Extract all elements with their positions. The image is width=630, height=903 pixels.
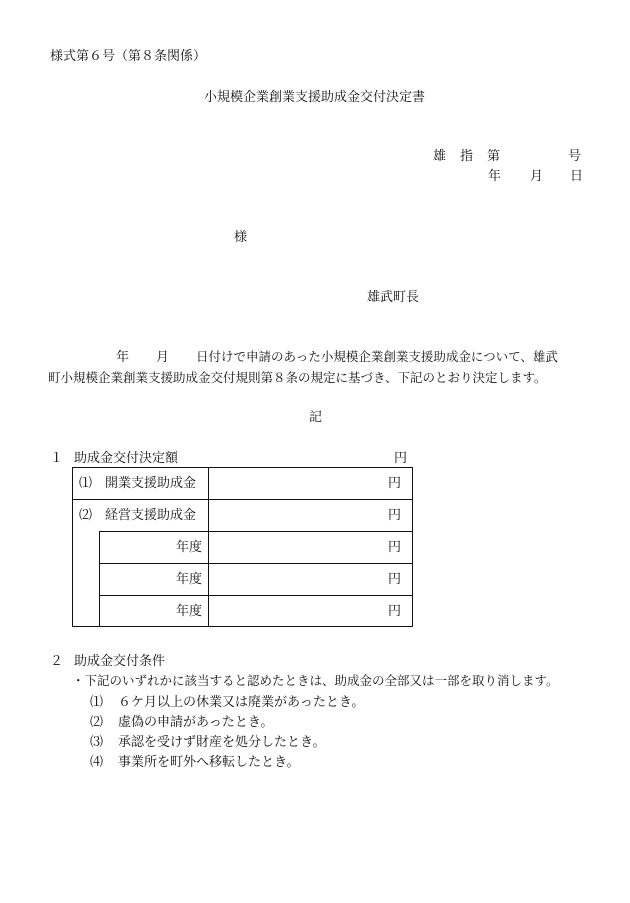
issuer-name: 雄武町長 (367, 290, 420, 305)
table-row-1-label: ⑴ 開業支援助成金 (79, 476, 197, 491)
condition-item-1-number: ⑴ (90, 695, 104, 710)
table-subrow-2-unit: 円 (388, 572, 402, 587)
grant-amount-table (72, 467, 413, 627)
table-rule (99, 563, 412, 564)
doc-number-prefix-1: 雄 (433, 149, 447, 164)
condition-item-4-number: ⑷ (90, 755, 104, 770)
table-row-1-unit: 円 (388, 476, 402, 491)
table-rule (99, 595, 412, 596)
section2-number: ２ (50, 654, 64, 669)
section1-unit: 円 (394, 451, 408, 466)
date-month: 月 (530, 169, 544, 184)
section2-intro: ・下記のいずれかに該当すると認めたときは、助成金の全部又は一部を取り消します。 (72, 673, 559, 688)
body-year: 年 (116, 350, 130, 365)
table-subrow-3-unit: 円 (388, 604, 402, 619)
table-subrow-1-unit: 円 (388, 540, 402, 555)
body-line-1: 日付けで申請のあった小規模企業創業支援助成金について、雄武 (196, 349, 558, 364)
addressee-suffix: 様 (234, 230, 248, 245)
table-row-2-label: ⑵ 経営支援助成金 (79, 508, 197, 523)
table-rule (99, 531, 100, 626)
section1-number: １ (50, 451, 64, 466)
date-year: 年 (488, 169, 502, 184)
body-month: 月 (156, 350, 170, 365)
doc-number-prefix-3: 第 (487, 149, 501, 164)
condition-item-1-text: ６ケ月以上の休業又は廃業があったとき。 (118, 695, 365, 710)
condition-item-3-text: 承認を受けず財産を処分したとき。 (118, 735, 326, 750)
table-subrow-2-label: 年度 (176, 572, 203, 587)
date-day: 日 (570, 169, 584, 184)
table-row-2-unit: 円 (388, 508, 402, 523)
doc-number-prefix-2: 指 (460, 149, 474, 164)
section1-title: 助成金交付決定額 (74, 451, 179, 466)
ki-marker: 記 (309, 410, 323, 425)
table-rule (208, 468, 209, 626)
doc-number-suffix: 号 (568, 149, 582, 164)
condition-item-2-number: ⑵ (90, 715, 104, 730)
document-title: 小規模企業創業支援助成金交付決定書 (204, 90, 426, 105)
section2-title: 助成金交付条件 (74, 654, 166, 669)
condition-item-2-text: 虚偽の申請があったとき。 (118, 715, 274, 730)
table-rule (99, 531, 412, 532)
table-subrow-1-label: 年度 (176, 540, 203, 555)
form-number: 様式第６号（第８条関係） (50, 49, 207, 64)
condition-item-3-number: ⑶ (90, 735, 104, 750)
table-subrow-3-label: 年度 (176, 604, 203, 619)
condition-item-4-text: 事業所を町外へ移転したとき。 (118, 755, 300, 770)
body-line-2: 町小規模企業創業支援助成金交付規則第８条の規定に基づき、下記のとおり決定します。 (48, 370, 547, 385)
table-rule (73, 499, 412, 500)
